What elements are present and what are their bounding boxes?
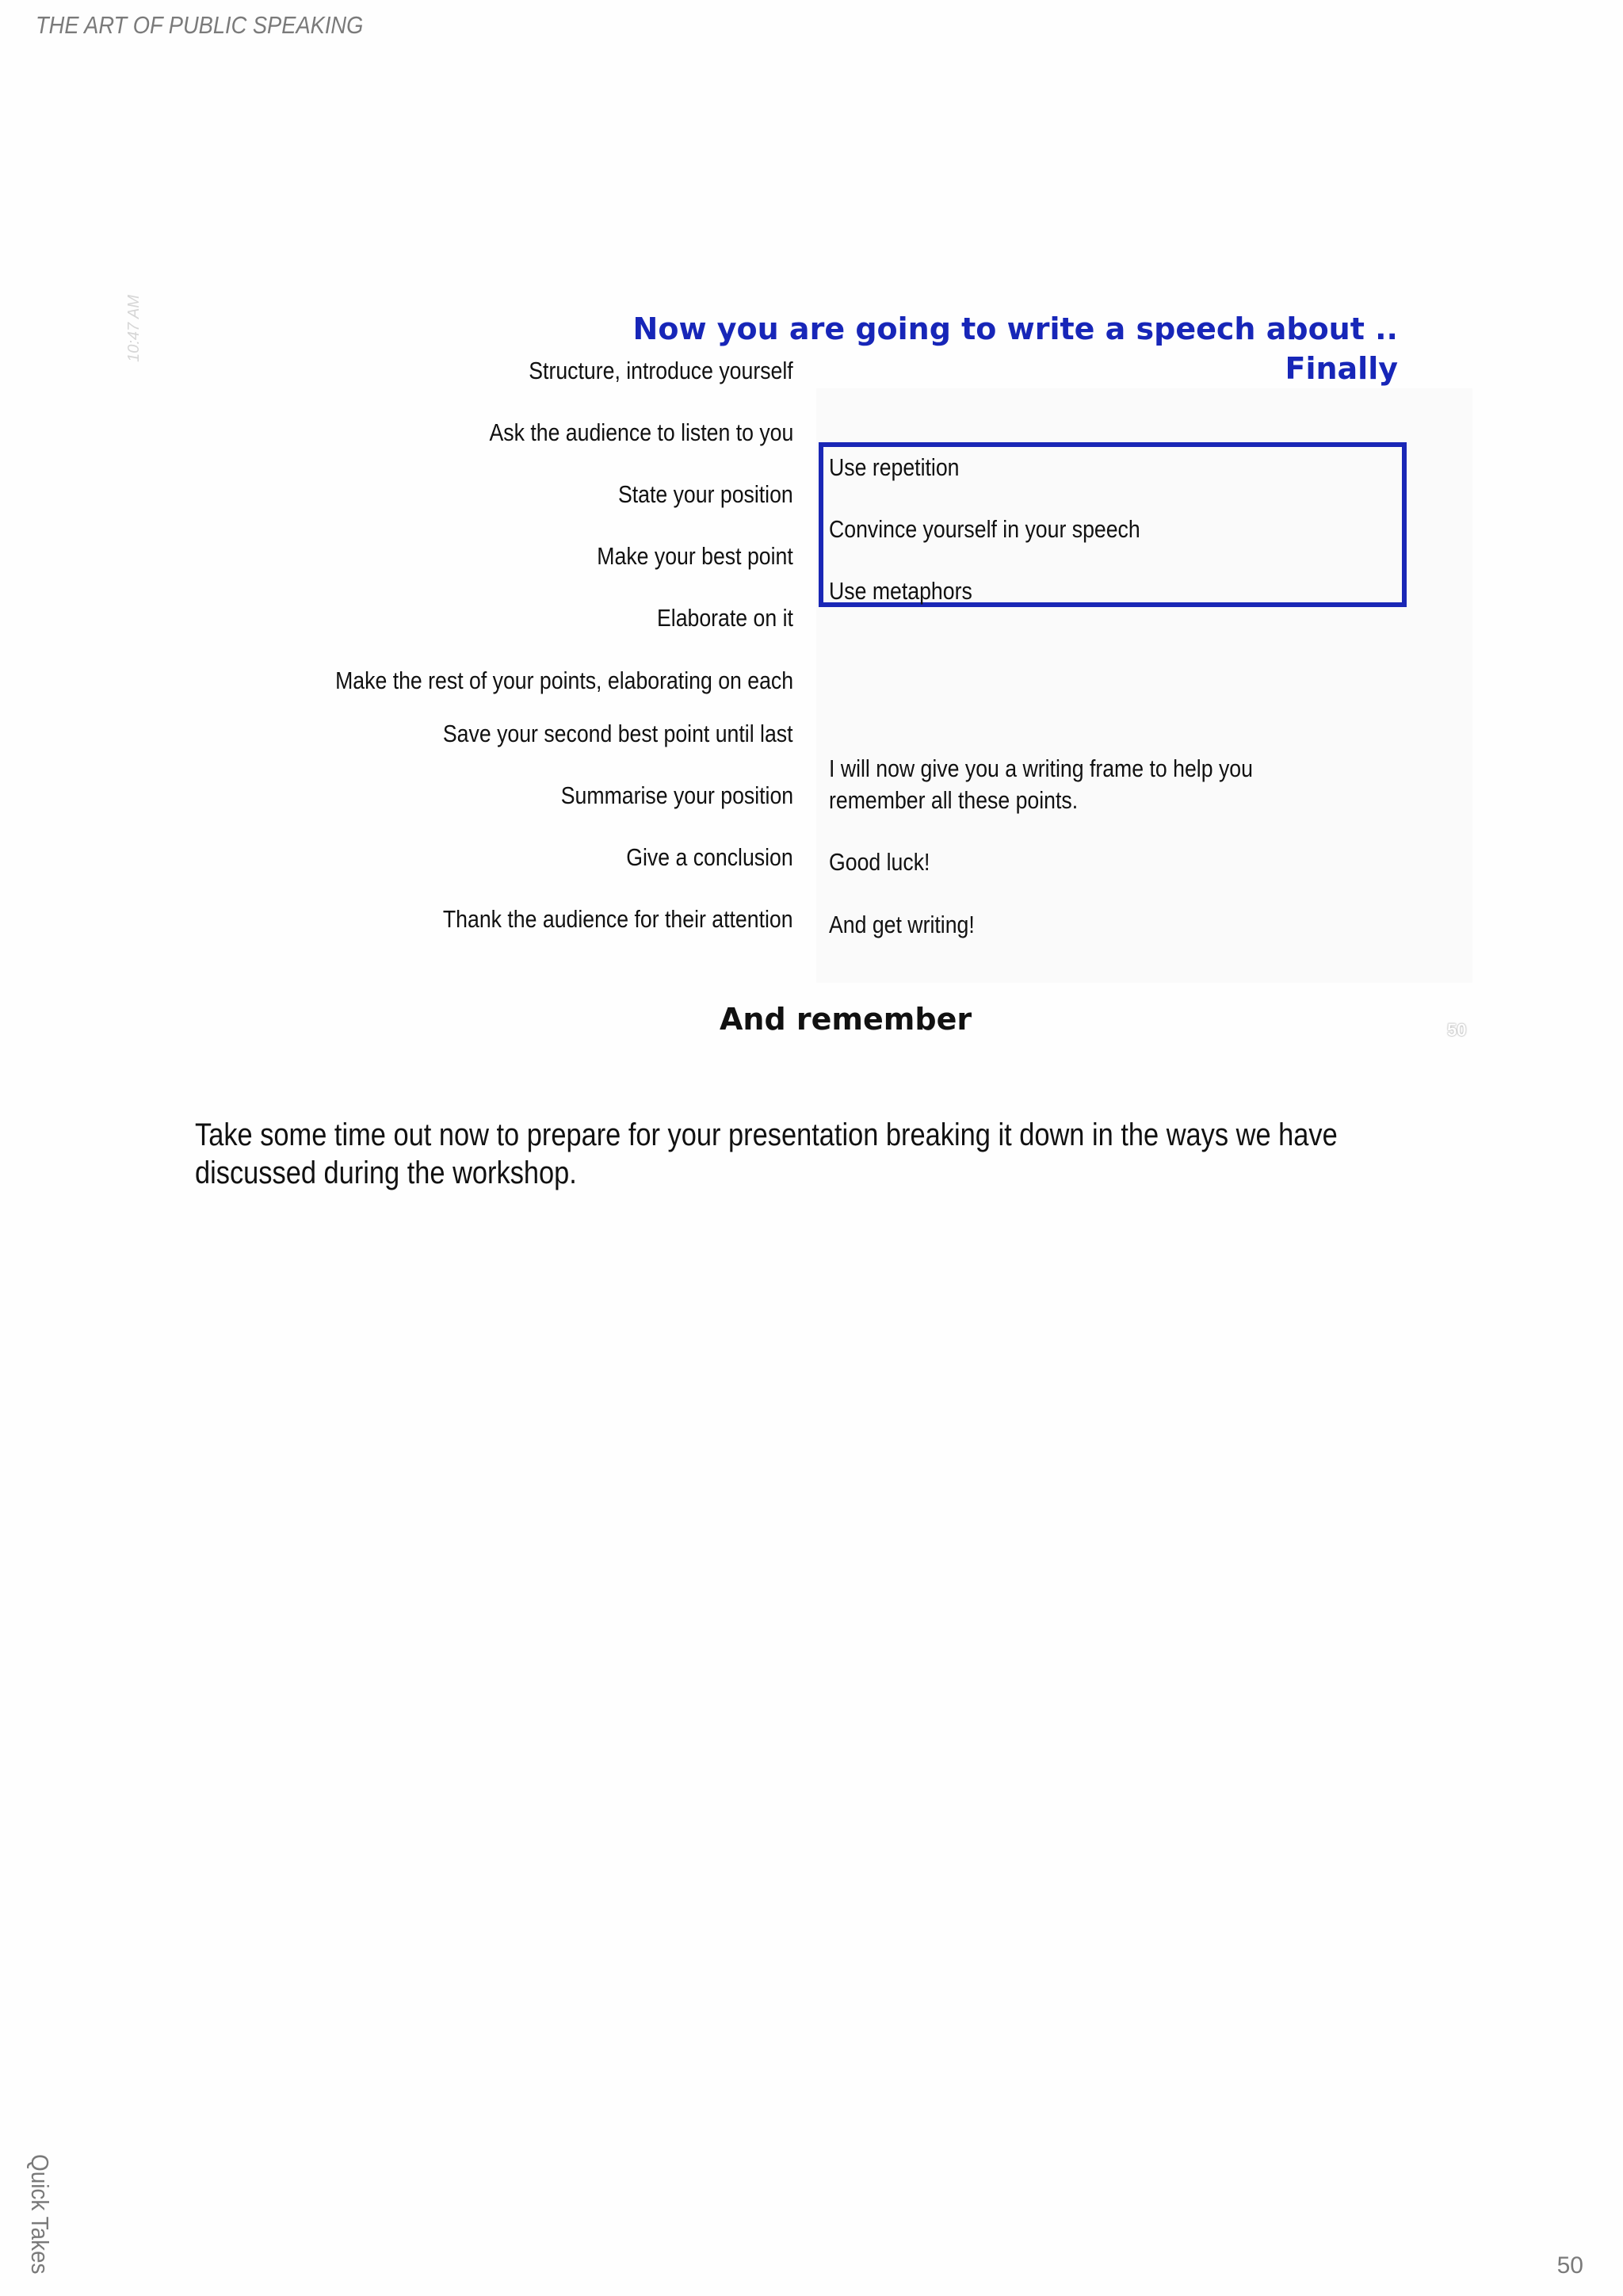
structure-step: Summarise your position <box>560 781 793 809</box>
slide-time-watermark: 10:47 AM <box>125 295 143 362</box>
body-paragraph: Take some time out now to prepare for your presentation breaking it down in the ways we have discussed during the workshop. <box>195 1117 1338 1190</box>
slide-heading-line-2: Finally <box>1285 351 1398 386</box>
writing-frame-note: I will now give you a writing frame to help you remember all these points. <box>829 755 1253 814</box>
structure-step: Elaborate on it <box>657 604 793 632</box>
structure-step: Ask the audience to listen to you <box>489 418 793 446</box>
running-header: THE ART OF PUBLIC SPEAKING <box>36 11 364 39</box>
structure-step: State your position <box>618 480 793 508</box>
good-luck-text: Good luck! <box>829 848 930 876</box>
side-footer-label: Quick Takes <box>26 2154 54 2275</box>
slide-number-watermark: 50 <box>1447 1020 1467 1040</box>
finally-tip: Use repetition <box>829 453 960 481</box>
finally-tip: Convince yourself in your speech <box>829 515 1140 543</box>
structure-step: Make your best point <box>597 542 793 570</box>
page-number: 50 <box>1556 2252 1583 2279</box>
get-writing-text: And get writing! <box>829 911 975 938</box>
finally-tip: Use metaphors <box>829 577 972 605</box>
structure-step: Make the rest of your points, elaborating on each <box>335 667 793 694</box>
structure-step: Thank the audience for their attention <box>443 905 793 933</box>
structure-step: Structure, introduce yourself <box>529 357 793 384</box>
structure-step: Save your second best point until last <box>443 720 793 747</box>
structure-step: Give a conclusion <box>626 843 793 871</box>
slide-heading-line-1: Now you are going to write a speech about .. <box>632 311 1398 346</box>
remember-heading: And remember <box>720 1002 972 1037</box>
